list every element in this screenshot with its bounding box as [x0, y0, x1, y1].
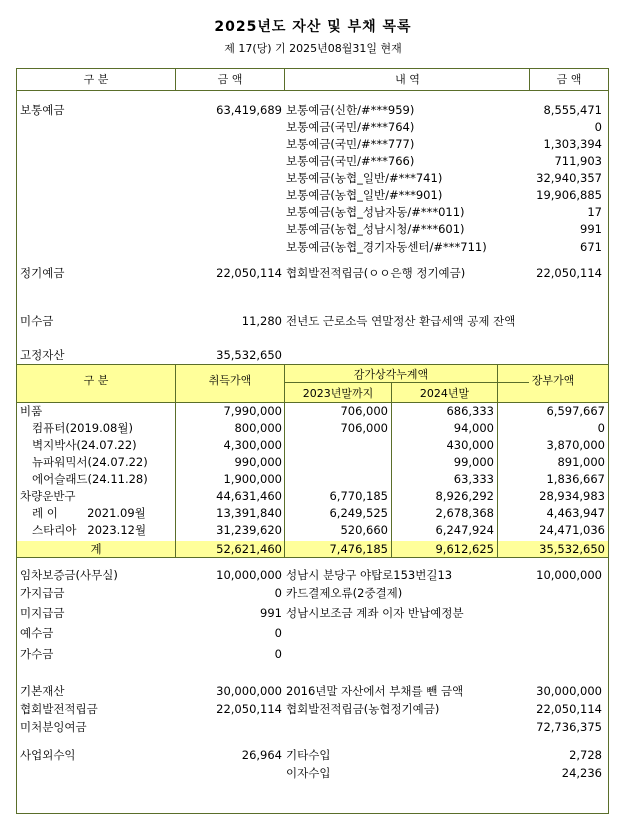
- table-divider: [175, 364, 176, 557]
- header-details: 내 역: [395, 73, 420, 86]
- list-item-desc-amount: 10,000,000: [536, 568, 602, 582]
- list-item: 가수금: [20, 647, 54, 661]
- list-item: 미처분잉여금: [20, 720, 87, 734]
- table-cell: 520,660: [340, 523, 388, 537]
- list-item-amount: 711,903: [554, 154, 602, 168]
- receivable-desc: 전년도 근로소득 연말정산 환급세액 공제 잔액: [286, 314, 516, 328]
- table-cell: 2,678,368: [435, 506, 494, 520]
- list-item: 가지급금: [20, 586, 65, 600]
- table-row: 에어슬래드(24.11.28): [32, 472, 148, 486]
- page-subtitle: 제 17(당) 기 2025년08월31일 현재: [224, 42, 402, 55]
- list-item: 보통예금(농협_일반/#***741): [286, 171, 443, 185]
- table-rule: [17, 557, 608, 558]
- list-item: 협회발전적립금: [20, 702, 98, 716]
- table-rule: [17, 364, 608, 365]
- table-cell: 6,249,525: [329, 506, 388, 520]
- table-cell: 94,000: [453, 421, 494, 435]
- table-row: 뉴파워믹서(24.07.22): [32, 455, 148, 469]
- list-item-desc-amount: 22,050,114: [536, 702, 602, 716]
- list-item: 보통예금(농협_일반/#***901): [286, 188, 443, 202]
- list-item-amount: 0: [594, 120, 602, 134]
- header-divider: [284, 69, 285, 90]
- list-item: 예수금: [20, 626, 54, 640]
- fixed-deposit-label: 정기예금: [20, 266, 65, 280]
- table-row: 스타리아 2023.12월: [32, 523, 147, 537]
- list-item-desc-amount: 30,000,000: [536, 684, 602, 698]
- header-detail-amount: 금 액: [556, 73, 582, 86]
- fa-header-dep-prev: 2023년말까지: [302, 387, 374, 400]
- table-cell: 63,333: [453, 472, 494, 486]
- fa-header-depreciation: 감가상각누계액: [353, 368, 429, 381]
- table-cell: 7,990,000: [223, 404, 282, 418]
- table-row: 비품: [20, 404, 43, 418]
- receivable-label: 미수금: [20, 314, 54, 328]
- table-row: 컴퓨터(2019.08월): [32, 421, 133, 435]
- table-total-label: 계: [90, 542, 102, 556]
- table-cell: 13,391,840: [216, 506, 282, 520]
- list-item-amount: 8,555,471: [543, 103, 602, 117]
- table-cell: [288, 471, 388, 487]
- table-cell: 4,463,947: [546, 506, 605, 520]
- list-item-desc: 성남시보조금 계좌 이자 반납예정분: [286, 606, 464, 620]
- table-cell: [288, 454, 388, 470]
- table-row: 벽지박사(24.07.22): [32, 438, 137, 452]
- table-cell: 800,000: [234, 421, 282, 435]
- table-total-cell: 35,532,650: [539, 542, 605, 556]
- list-item-desc: 성남시 분당구 야탑로153번길13: [286, 568, 453, 582]
- list-item: 임차보증금(사무실): [20, 568, 118, 582]
- table-cell: 891,000: [557, 455, 605, 469]
- list-item: 보통예금(농협_성남자동/#***011): [286, 205, 465, 219]
- header-divider: [175, 69, 176, 90]
- fa-header-book: 장부가액: [531, 374, 575, 387]
- table-rule: [284, 382, 529, 383]
- table-cell: 430,000: [446, 438, 494, 452]
- list-item: 기본재산: [20, 684, 65, 698]
- list-item: 사업외수익: [20, 748, 76, 762]
- table-total-cell: 7,476,185: [329, 542, 388, 556]
- list-item-amount: 26,964: [241, 748, 282, 762]
- list-item-amount: 0: [274, 586, 282, 600]
- header-divider: [529, 69, 530, 90]
- table-header-row: [17, 69, 608, 91]
- list-item-amount: 1,303,394: [543, 137, 602, 151]
- list-item-amount: 991: [260, 606, 282, 620]
- list-item-amount: 19,906,885: [536, 188, 602, 202]
- list-item: 보통예금(국민/#***777): [286, 137, 415, 151]
- table-cell: 1,900,000: [223, 472, 282, 486]
- bank-amount: 63,419,689: [216, 103, 282, 117]
- list-item-amount: 671: [580, 240, 602, 254]
- bank-label: 보통예금: [20, 103, 65, 117]
- table-divider: [497, 364, 498, 557]
- list-item-desc: 이자수입: [286, 766, 331, 780]
- table-cell: 4,300,000: [223, 438, 282, 452]
- list-item-amount: 22,050,114: [216, 702, 282, 716]
- fixed-deposit-amount: 22,050,114: [216, 266, 282, 280]
- list-item-desc: 협회발전적립금(농협정기예금): [286, 702, 440, 716]
- list-item-amount: 0: [274, 647, 282, 661]
- table-cell: 6,597,667: [546, 404, 605, 418]
- list-item-desc: 2016년말 자산에서 부채를 뺀 금액: [286, 684, 464, 698]
- table-cell: 99,000: [453, 455, 494, 469]
- table-cell: 706,000: [340, 421, 388, 435]
- list-item-desc: 카드결제오류(2중결제): [286, 586, 403, 600]
- table-cell: 6,247,924: [435, 523, 494, 537]
- table-divider: [391, 382, 392, 557]
- table-total-cell: 9,612,625: [435, 542, 494, 556]
- table-cell: 28,934,983: [539, 489, 605, 503]
- fixed-assets-amount: 35,532,650: [216, 348, 282, 362]
- list-item-desc-amount: 72,736,375: [536, 720, 602, 734]
- list-item-amount: 32,940,357: [536, 171, 602, 185]
- header-amount: 금 액: [217, 73, 243, 86]
- list-item: 보통예금(신한/#***959): [286, 103, 415, 117]
- table-row: 레 이 2021.09월: [32, 506, 146, 520]
- fa-header-cost: 취득가액: [208, 374, 252, 387]
- table-cell: 706,000: [340, 404, 388, 418]
- header-category: 구 분: [83, 73, 109, 86]
- table-cell: 24,471,036: [539, 523, 605, 537]
- page-title: 2025년도 자산 및 부채 목록: [214, 19, 412, 35]
- table-cell: 686,333: [446, 404, 494, 418]
- list-item-desc-amount: 24,236: [561, 766, 602, 780]
- list-item: 보통예금(국민/#***766): [286, 154, 415, 168]
- table-cell: 6,770,185: [329, 489, 388, 503]
- table-total-cell: 52,621,460: [216, 542, 282, 556]
- table-cell: 44,631,460: [216, 489, 282, 503]
- list-item-desc: 기타수입: [286, 748, 331, 762]
- list-item: 미지급금: [20, 606, 65, 620]
- table-cell: 8,926,292: [435, 489, 494, 503]
- fixed-deposit-desc: 협회발전적립금(ㅇㅇ은행 정기예금): [286, 266, 466, 280]
- list-item-desc-amount: 2,728: [569, 748, 602, 762]
- list-item-amount: 991: [580, 222, 602, 236]
- table-cell: [288, 437, 388, 453]
- table-row: 차량운반구: [20, 489, 76, 503]
- table-cell: 31,239,620: [216, 523, 282, 537]
- list-item: 보통예금(농협_성남시청/#***601): [286, 222, 465, 236]
- table-cell: 3,870,000: [546, 438, 605, 452]
- list-item: 보통예금(국민/#***764): [286, 120, 415, 134]
- fa-header-dep-cur: 2024년말: [419, 387, 470, 400]
- list-item-amount: 17: [587, 205, 602, 219]
- fixed-deposit-desc-amount: 22,050,114: [536, 266, 602, 280]
- table-cell: 0: [597, 421, 605, 435]
- table-cell: 1,836,667: [546, 472, 605, 486]
- list-item: 보통예금(농협_경기자동센터/#***711): [286, 240, 487, 254]
- receivable-amount: 11,280: [241, 314, 282, 328]
- fa-header-name: 구 분: [83, 374, 109, 387]
- list-item-amount: 10,000,000: [216, 568, 282, 582]
- fixed-assets-label: 고정자산: [20, 348, 65, 362]
- list-item-amount: 30,000,000: [216, 684, 282, 698]
- table-cell: 990,000: [234, 455, 282, 469]
- list-item-amount: 0: [274, 626, 282, 640]
